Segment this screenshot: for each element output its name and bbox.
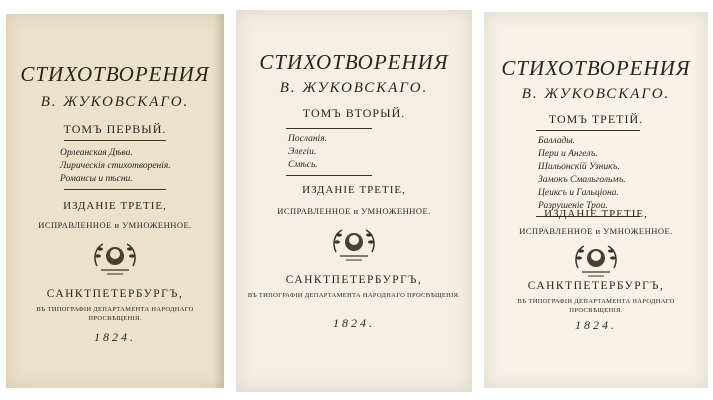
contents-item: Пери и Ангелъ. <box>538 149 598 159</box>
publication-year: 1824. <box>333 316 375 330</box>
author-name: В. ЖУКОВСКАГО. <box>521 86 671 102</box>
corrected-text: ИСПРАВЛЕННОЕ и УМНОЖЕННОЕ. <box>519 226 673 236</box>
printer-info: ВЪ ТИПОГРАФІИ ДЕПАРТАМЕНТА НАРОДНАГО ПРОСВѢЩЕНІЯ. <box>247 292 461 299</box>
volume-number: ТОМЪ ВТОРЫЙ. <box>302 106 406 120</box>
book-title: СТИХОТВОРЕНИЯ <box>20 62 210 86</box>
corrected-text: ИСПРАВЛЕННОЕ и УМНОЖЕННОЕ. <box>38 220 192 230</box>
contents-item: Цеиксъ и Гальціона. <box>538 188 619 198</box>
edition-text: ИЗДАНІЕ ТРЕТІЕ, <box>544 208 648 220</box>
book-title: СТИХОТВОРЕНИЯ <box>259 50 449 74</box>
contents-list <box>288 133 327 172</box>
title-page-volume-1 <box>6 14 224 388</box>
bottom-rule <box>64 189 166 190</box>
wreath-vignette-icon <box>328 222 380 264</box>
city-name: САНКТПЕТЕРБУРГЪ, <box>46 288 184 300</box>
top-rule <box>286 128 372 129</box>
contents-item: Лирическія стихотворенія. <box>60 161 171 171</box>
contents-item: Баллады. <box>538 136 576 146</box>
edition-text: ИЗДАНІЕ ТРЕТІЕ, <box>63 200 167 212</box>
contents-item: Орлеанская Дѣва. <box>60 148 133 158</box>
book-title: СТИХОТВОРЕНИЯ <box>501 56 691 80</box>
contents-item: Шильонскій Узникъ. <box>538 162 620 172</box>
printer-info: ВЪ ТИПОГРАФІИ ДЕПАРТАМЕНТА НАРОДНАГО ПРОСВѢЩЕНІЯ. <box>517 298 675 314</box>
publication-year: 1824. <box>575 318 617 332</box>
city-name: САНКТПЕТЕРБУРГЪ, <box>285 274 423 286</box>
author-name: В. ЖУКОВСКАГО. <box>40 94 190 110</box>
top-rule <box>64 140 166 141</box>
corrected-text: ИСПРАВЛЕННОЕ и УМНОЖЕННОЕ. <box>277 206 431 216</box>
title-page-volume-2 <box>236 10 472 392</box>
city-name: САНКТПЕТЕРБУРГЪ, <box>527 280 665 292</box>
volume-number: ТОМЪ ТРЕТІЙ. <box>548 112 644 126</box>
top-rule <box>536 130 640 131</box>
contents-item: Элегіи. <box>288 147 317 157</box>
contents-item: Разрушеніе Трои. <box>538 201 608 211</box>
edition-text: ИЗДАНІЕ ТРЕТІЕ, <box>302 184 406 196</box>
wreath-vignette-icon <box>89 236 141 278</box>
contents-item: Смѣсь. <box>288 160 318 170</box>
bottom-rule <box>286 175 372 176</box>
contents-item: Посланія. <box>288 134 327 144</box>
contents-item: Замокъ Смальгольмъ. <box>538 175 626 185</box>
author-name: В. ЖУКОВСКАГО. <box>279 80 429 96</box>
contents-list <box>538 135 626 213</box>
printer-info: ВЪ ТИПОГРАФІИ ДЕПАРТАМЕНТА НАРОДНАГО ПРОСВѢЩЕНІЯ. <box>36 306 194 322</box>
publication-year: 1824. <box>94 330 136 344</box>
contents-list <box>60 147 171 186</box>
wreath-vignette-icon <box>570 238 622 280</box>
contents-item: Романсы и пѣсни. <box>60 174 133 184</box>
title-page-volume-3 <box>484 12 708 388</box>
volume-number: ТОМЪ ПЕРВЫЙ. <box>63 122 167 136</box>
